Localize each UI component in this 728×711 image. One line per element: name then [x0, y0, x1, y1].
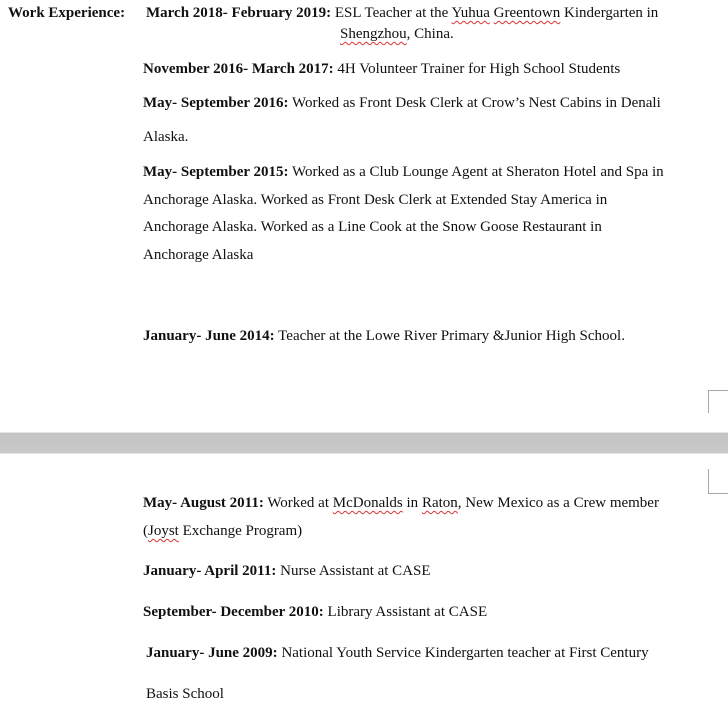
- page-break-gap: [0, 432, 728, 454]
- entry-line: Alaska.: [143, 129, 189, 145]
- entry-line: January- June 2009: National Youth Service Kindergarten teacher at First Century: [146, 645, 649, 661]
- entry-line: May- September 2015: Worked as a Club Lounge Agent at Sheraton Hotel and Spa in: [143, 164, 664, 180]
- entry-line: Anchorage Alaska: [143, 247, 254, 263]
- entry-line: May- August 2011: Worked at McDonalds in Raton, New Mexico as a Crew member: [143, 495, 659, 511]
- entry-line: Basis School: [146, 686, 224, 702]
- entry-line: (Joyst Exchange Program): [143, 523, 303, 539]
- entry-line: January- April 2011: Nurse Assistant at CASE: [143, 563, 431, 579]
- margin-corner-mark: [708, 469, 728, 494]
- entry-line: Shengzhou, China.: [340, 26, 454, 42]
- entry-line: September- December 2010: Library Assistant at CASE: [143, 604, 488, 620]
- section-label: Work Experience:: [8, 5, 126, 21]
- entry-line: May- September 2016: Worked as Front Desk Clerk at Crow’s Nest Cabins in Denali: [143, 95, 661, 111]
- entry-line: November 2016- March 2017: 4H Volunteer Trainer for High School Students: [143, 61, 621, 77]
- entry-line: Anchorage Alaska. Worked as a Line Cook at the Snow Goose Restaurant in: [143, 219, 602, 235]
- margin-corner-mark: [708, 390, 728, 413]
- entry-line: Anchorage Alaska. Worked as Front Desk Clerk at Extended Stay America in: [143, 192, 608, 208]
- entry-line: January- June 2014: Teacher at the Lowe River Primary &Junior High School.: [143, 328, 625, 344]
- entry-line: March 2018- February 2019: ESL Teacher at the Yuhua Greentown Kindergarten in: [146, 5, 659, 21]
